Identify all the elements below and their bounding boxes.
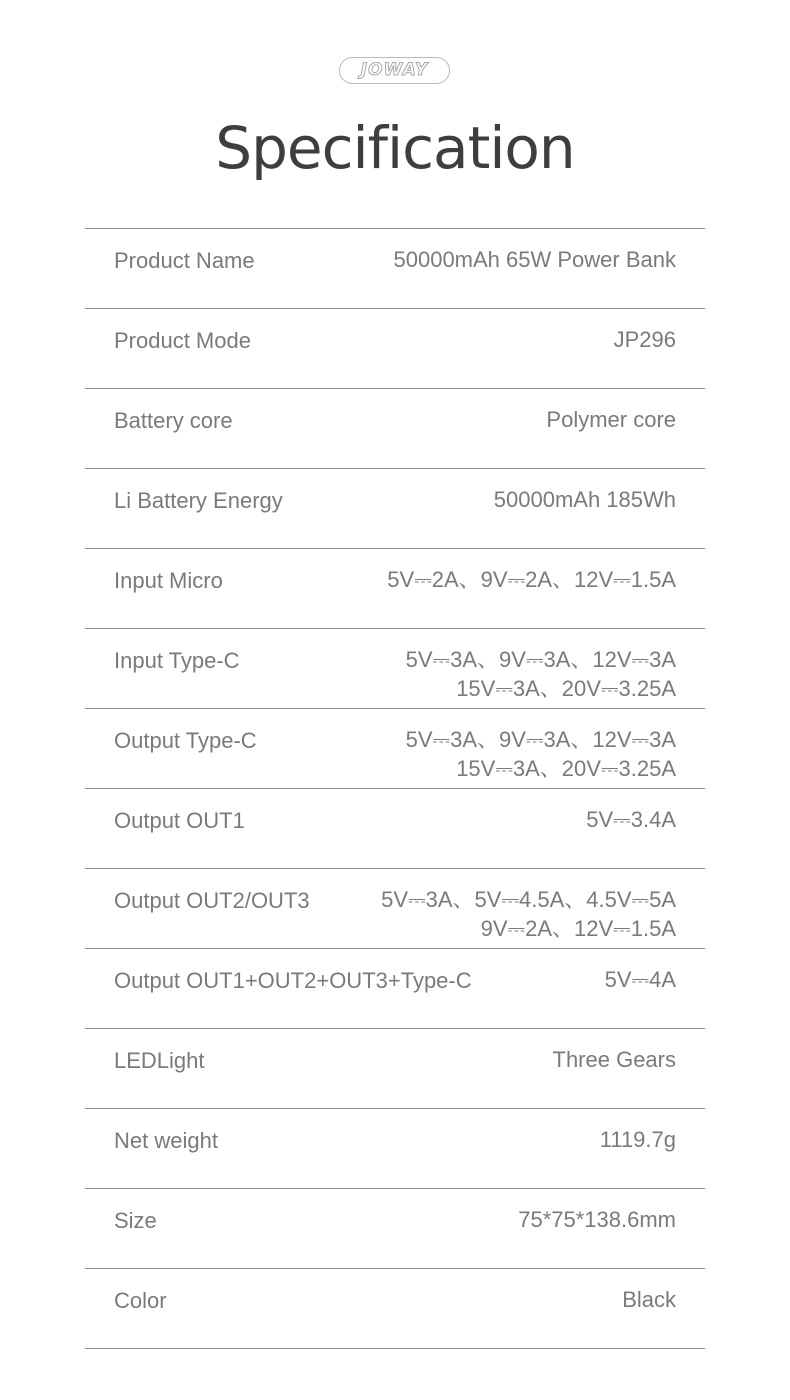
spec-value	[605, 966, 676, 995]
spec-row	[85, 709, 705, 789]
spec-value-line: 5V⎓4A	[604, 967, 676, 992]
spec-value-line: Black	[622, 1287, 676, 1312]
spec-value-line: 75*75*138.6mm	[518, 1207, 676, 1232]
spec-row	[85, 229, 705, 309]
spec-label: Input Type-C	[114, 648, 240, 673]
spec-value	[614, 326, 676, 355]
spec-value	[586, 806, 676, 835]
spec-value-line: 5V⎓2A、9V⎓2A、12V⎓1.5A	[387, 567, 676, 592]
spec-row	[85, 389, 705, 469]
spec-value	[394, 246, 677, 275]
spec-value-line: 9V⎓2A、12V⎓1.5A	[480, 915, 676, 941]
spec-value	[406, 726, 676, 783]
spec-value-line: 5V⎓3.4A	[586, 807, 676, 832]
spec-label: Output Type-C	[114, 728, 257, 753]
page-title: Specification	[215, 114, 575, 182]
spec-value	[494, 486, 676, 515]
spec-label: LEDLight	[114, 1048, 205, 1073]
spec-label: Product Mode	[114, 328, 251, 353]
brand-logo-text: JOWAY	[360, 60, 429, 80]
spec-value-line: JP296	[613, 327, 676, 352]
spec-value-line: 1119.7g	[599, 1127, 676, 1152]
spec-row	[85, 629, 705, 709]
spec-row	[85, 1029, 705, 1109]
spec-value	[518, 1206, 676, 1235]
spec-label: Li Battery Energy	[114, 488, 283, 513]
spec-label: Battery core	[114, 408, 233, 433]
spec-value	[406, 646, 676, 703]
spec-label: Color	[114, 1288, 167, 1313]
spec-value-line: Polymer core	[546, 407, 676, 432]
spec-value-line: 50000mAh 65W Power Bank	[393, 247, 676, 272]
spec-row	[85, 1189, 705, 1269]
spec-table	[85, 228, 705, 1349]
spec-value	[387, 566, 676, 595]
spec-label: Output OUT1	[114, 808, 245, 833]
spec-label: Product Name	[114, 248, 255, 273]
spec-value-line: 5V⎓3A、9V⎓3A、12V⎓3A	[405, 727, 676, 752]
spec-value	[622, 1286, 676, 1315]
spec-value-line: 50000mAh 185Wh	[493, 487, 676, 512]
spec-row	[85, 1109, 705, 1189]
spec-row	[85, 469, 705, 549]
spec-label: Size	[114, 1208, 157, 1233]
spec-row	[85, 869, 705, 949]
spec-value-line: Three Gears	[552, 1047, 676, 1072]
spec-label: Output OUT1+OUT2+OUT3+Type-C	[114, 968, 472, 993]
brand-logo	[339, 57, 450, 84]
spec-value	[600, 1126, 676, 1155]
spec-value	[546, 406, 676, 435]
spec-row	[85, 309, 705, 389]
spec-value-line: 15V⎓3A、20V⎓3.25A	[456, 755, 676, 781]
spec-label: Net weight	[114, 1128, 218, 1153]
spec-value-line: 5V⎓3A、9V⎓3A、12V⎓3A	[405, 647, 676, 672]
spec-row	[85, 549, 705, 629]
spec-row	[85, 789, 705, 869]
spec-value-line: 15V⎓3A、20V⎓3.25A	[456, 675, 676, 701]
spec-value-line: 5V⎓3A、5V⎓4.5A、4.5V⎓5A	[381, 887, 676, 912]
spec-value	[553, 1046, 677, 1075]
spec-label: Output OUT2/OUT3	[114, 888, 310, 913]
spec-value	[381, 886, 676, 943]
spec-row	[85, 949, 705, 1029]
spec-label: Input Micro	[114, 568, 223, 593]
spec-row	[85, 1269, 705, 1349]
